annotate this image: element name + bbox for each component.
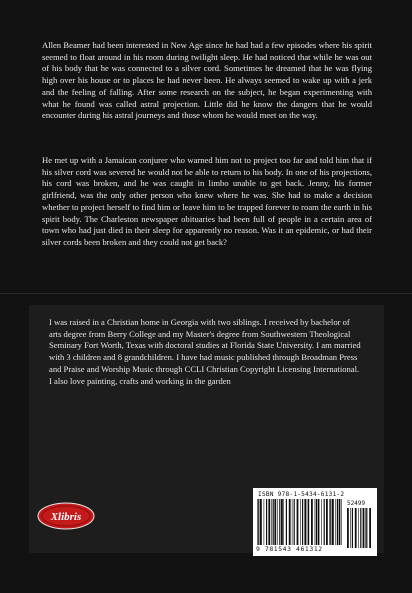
section-divider [0,293,412,294]
barcode-bar [350,508,351,548]
barcode-bar [330,499,331,545]
barcode-bar [360,508,361,548]
price-code: 52499 [347,500,366,507]
barcode-bar [369,508,371,548]
synopsis-paragraph-2: He met up with a Jamaican conjurer who warned him not to project too far and told him that if his silver cord was severed he would not be able to return to his body. In one of his projections, his cord was broken, and he was caught in limbo unable to get back. Jenny, his former girlfriend, was the only other person who knew where he was. She had to make a decision whether to project herself to find him or leave him to be trapped forever to roam the earth in his spirit body. The Charleston newspaper obituaries had been full of people in a certain area of town who had just died in their sleep for apparently no reason. Was it an epidemic, or had their silver cords been broken and they could not get back? [42,155,372,247]
publisher-name: Xlibris [50,511,82,523]
barcode-bar [337,499,338,545]
barcode-bar [339,499,341,545]
barcode-bar [316,499,317,545]
xlibris-logo-icon [37,502,95,530]
barcode-bar [271,499,272,545]
barcode-bar [335,499,336,545]
price-barcode-bars-icon [347,508,373,548]
barcode-bar [286,499,287,545]
barcode-bar [277,499,278,545]
barcode-bar [281,499,283,545]
barcode-bar [268,499,270,545]
barcode-bar [266,499,267,545]
barcode-bar [311,499,313,545]
synopsis-paragraph-1: Allen Beamer had been interested in New Age since he had had a few episodes where his spirit seemed to float around in his room during twilight sleep. He had noticed that while he was out of his body that he was connected to a silver cord. Sometimes he dreamed that he was flying high over his house or to places he had never been. He always seemed to wake up with a jerk and the feeling of falling. After some research on the subject, he began experimenting with what he found was called astral projection. Little did he know the dangers that he would encounter during his astral journeys and those whom he would meet on the way. [42,40,372,121]
barcode-bar [318,499,320,545]
barcode-bar [283,499,284,545]
barcode-bar [308,499,309,545]
barcode-bar [332,499,334,545]
barcode-bar [324,499,325,545]
isbn-label: ISBN 978-1-5434-6131-2 [258,491,345,498]
barcode-bar [347,508,349,548]
barcode-bar [326,499,328,545]
barcode-bar [279,499,280,545]
isbn-barcode [253,488,377,556]
barcode-bar [258,499,259,545]
barcode-bar [273,499,274,545]
barcode-bar [352,508,353,548]
barcode-bars-icon [257,499,343,545]
barcode-bar [302,499,303,545]
barcode-bar [274,499,276,545]
barcode-bar [366,508,367,548]
barcode-bar [292,499,293,545]
barcode-bar [307,499,308,545]
barcode-bar [365,508,366,548]
barcode-bar [304,499,306,545]
barcode-bar [294,499,295,545]
barcode-bar [321,499,322,545]
barcode-bar [315,499,316,545]
barcode-bar [363,508,365,548]
barcode-bar [297,499,299,545]
barcode-bar [264,499,265,545]
barcode-bar [341,499,342,545]
publisher-logo [37,502,95,530]
barcode-bar [260,499,262,545]
barcode-bar [358,508,359,548]
barcode-bar [300,499,301,545]
barcode-bar [329,499,330,545]
author-bio-text: I was raised in a Christian home in Georgia with two siblings. I received by bachelor of arts degree from Berry College and my Master's degree from Southwestern Theological Seminary Fort Worth, Texas with doctoral studies at Florida State University. I am married with 3 children and 8 grandchildren. I have had music published through Broadman Press and Praise and Worship Music through CCLI Christian Copyright Licensing International. I also love painting, crafts and working in the garden [49,317,361,386]
barcode-bar [257,499,258,545]
barcode-number: 9 781543 461312 [256,545,323,553]
barcode-bar [289,499,291,545]
barcode-bar [355,508,357,548]
